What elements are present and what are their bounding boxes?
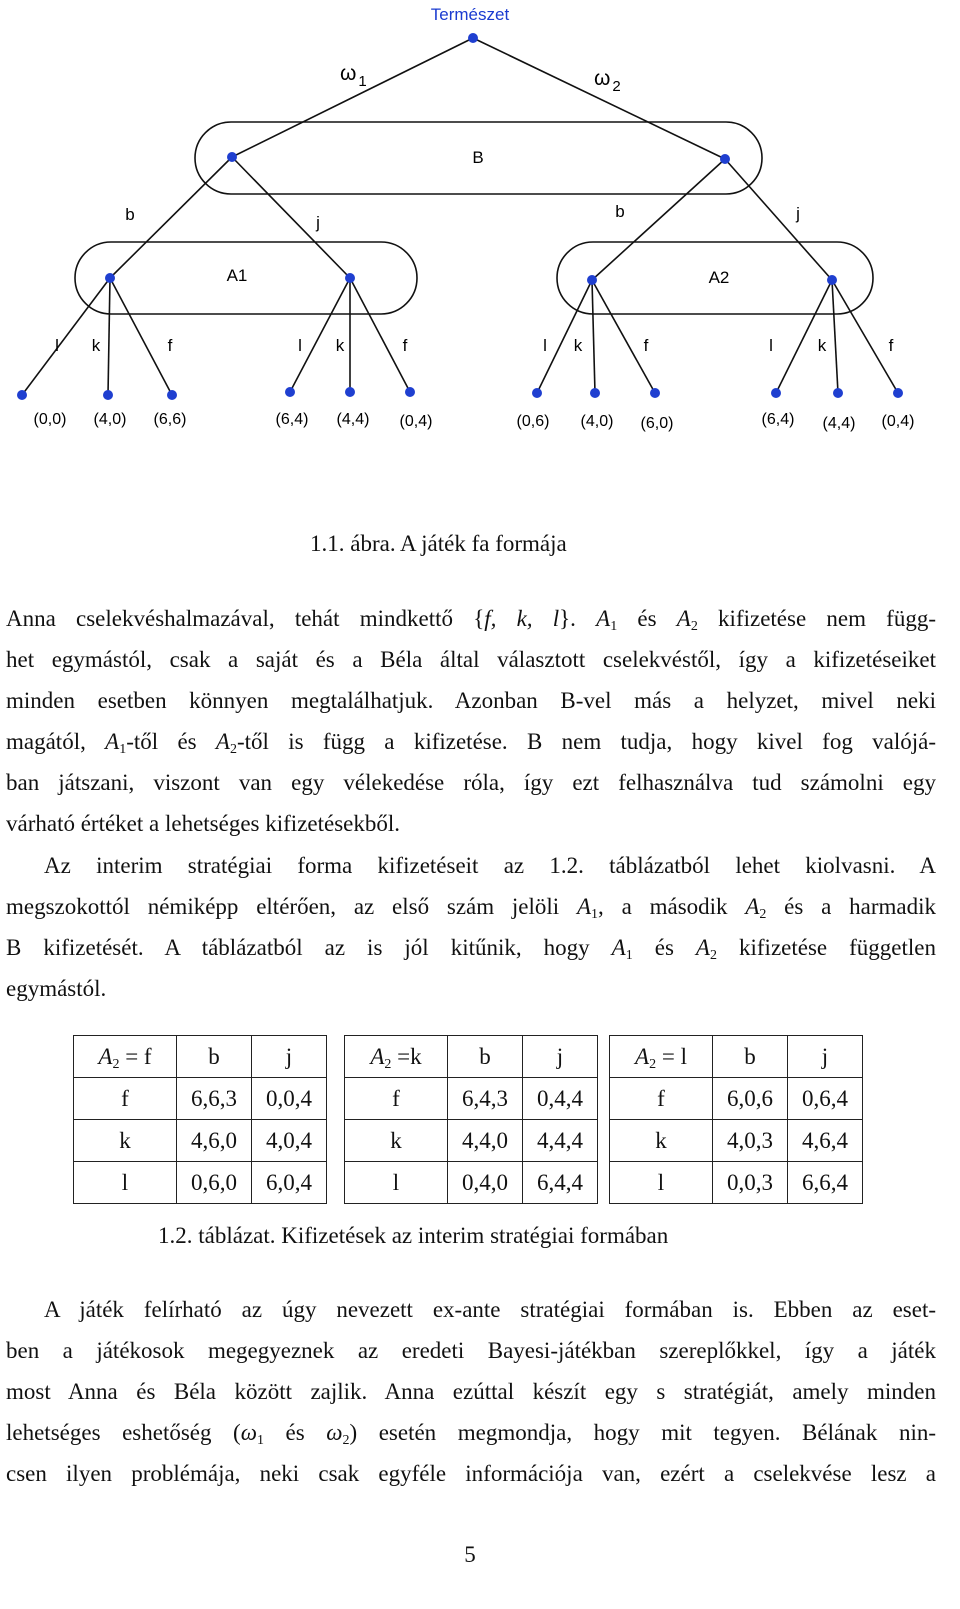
- table-cell: l: [74, 1162, 177, 1204]
- decision-node-a: [827, 275, 837, 285]
- paragraph-line: ban játszani, viszont van egy vélekedése róla, így ezt felhasználva tud számolni egy: [6, 770, 936, 795]
- action-label-a: l: [55, 336, 59, 355]
- table-row: [610, 1120, 863, 1162]
- payoff-label: (0,4): [881, 413, 915, 430]
- table-cell: 6,0,6: [713, 1078, 788, 1120]
- payoff-label: (4,4): [822, 415, 856, 432]
- info-set-label-a2: A2: [708, 268, 730, 287]
- action-label-b: b: [615, 202, 625, 221]
- paragraph-1: [6, 598, 936, 844]
- table-header-cell: j: [788, 1036, 863, 1078]
- decision-node-b: [720, 154, 730, 164]
- action-label-b: j: [796, 204, 800, 223]
- payoff-label: (6,4): [275, 411, 309, 428]
- payoff-table-a2-f: [73, 1035, 327, 1204]
- table-header-cell: b: [713, 1036, 788, 1078]
- page-number: 5: [464, 1542, 476, 1567]
- table-row: [74, 1120, 327, 1162]
- payoff-label: (0,6): [516, 413, 550, 430]
- terminal-node: [345, 387, 355, 397]
- terminal-node: [405, 387, 415, 397]
- table-cell: 0,6,0: [177, 1162, 252, 1204]
- action-label-a: k: [817, 336, 827, 355]
- table-caption: 1.2. táblázat. Kifizetések az interim stratégiai formában: [158, 1223, 669, 1248]
- decision-node-a: [587, 275, 597, 285]
- branch-label-omega2: ω $_2$: [594, 67, 621, 95]
- table-cell: 4,4,0: [448, 1120, 523, 1162]
- paragraph-line: Anna cselekvéshalmazával, tehát mindkettő {f, k, l}. $A_1$ és $A_2$ kifizetése nem függ-: [6, 606, 936, 634]
- action-label-a: l: [543, 336, 547, 355]
- table-cell: 0,4,4: [523, 1078, 598, 1120]
- table-cell: l: [345, 1162, 448, 1204]
- payoff-labels: [34, 411, 915, 432]
- table-header-cell: j: [252, 1036, 327, 1078]
- action-label-a: k: [335, 336, 345, 355]
- table-cell: f: [74, 1078, 177, 1120]
- figure-caption: 1.1. ábra. A játék fa formája: [310, 531, 567, 556]
- payoff-label: (6,6): [153, 411, 187, 428]
- terminal-node: [771, 388, 781, 398]
- tree-edge: [473, 38, 725, 159]
- table-row: [610, 1078, 863, 1120]
- action-label-a: l: [298, 336, 302, 355]
- paragraph-line: megszokottól némiképp eltérően, az első szám jelöli $A_1$, a második $A_2$ és a harmadik: [6, 894, 936, 922]
- tree-edge: [592, 159, 725, 280]
- info-set-label-b: B: [472, 148, 484, 167]
- table-cell: 6,4,3: [448, 1078, 523, 1120]
- payoff-label: (4,4): [336, 411, 370, 428]
- table-cell: 6,6,4: [788, 1162, 863, 1204]
- terminal-node: [590, 388, 600, 398]
- table-header-cell: $A_2 =k$: [345, 1036, 448, 1078]
- table-cell: f: [345, 1078, 448, 1120]
- terminal-node: [532, 388, 542, 398]
- table-cell: l: [610, 1162, 713, 1204]
- action-label-b: b: [125, 205, 135, 224]
- tree-labels: [227, 5, 730, 287]
- table-cell: 4,4,4: [523, 1120, 598, 1162]
- table-cell: 6,4,4: [523, 1162, 598, 1204]
- tree-edge: [110, 278, 172, 395]
- table-cell: 4,6,0: [177, 1120, 252, 1162]
- paragraph-line: Az interim stratégiai forma kifizetéseit az 1.2. táblázatból lehet kiolvasni. A: [44, 853, 936, 878]
- table-row: [345, 1120, 598, 1162]
- tree-edge: [350, 278, 410, 392]
- table-cell: f: [610, 1078, 713, 1120]
- table-header-cell: b: [448, 1036, 523, 1078]
- paragraph-line: ben a játékosok megegyeznek az eredeti Bayesi-játékban szereplőkkel, így a játék: [6, 1338, 936, 1363]
- table-cell: 0,0,4: [252, 1078, 327, 1120]
- table-cell: 0,6,4: [788, 1078, 863, 1120]
- action-label-a: f: [167, 336, 173, 355]
- paragraph-line: het egymástól, csak a saját és a Béla által választott cselekvéstől, így a kifizetéseiket: [6, 647, 936, 672]
- table-header-row: [345, 1036, 598, 1078]
- action-label-a: l: [769, 336, 773, 355]
- table-cell: 6,6,3: [177, 1078, 252, 1120]
- info-set-label-a1: A1: [226, 266, 248, 285]
- action-label-a: k: [573, 336, 583, 355]
- branch-label-omega1: ω $_1$: [340, 62, 367, 90]
- paragraph-line: várható értéket a lehetséges kifizetésekből.: [6, 811, 401, 836]
- payoff-table-a2-k: [344, 1035, 598, 1204]
- table-row: [74, 1162, 327, 1204]
- table-cell: 6,0,4: [252, 1162, 327, 1204]
- tree-edge: [290, 278, 350, 392]
- table-cell: k: [74, 1120, 177, 1162]
- paragraph-line: B kifizetését. A táblázatból az is jól kitűnik, hogy $A_1$ és $A_2$ kifizetése független: [6, 935, 936, 963]
- table-row: [345, 1162, 598, 1204]
- table-header-row: [610, 1036, 863, 1078]
- table-cell: 0,4,0: [448, 1162, 523, 1204]
- paragraph-3: [6, 1289, 936, 1494]
- payoff-label: (4,0): [93, 411, 127, 428]
- tree-edge: [232, 157, 350, 278]
- terminal-node: [893, 388, 903, 398]
- action-labels: [55, 202, 894, 355]
- table-cell: k: [345, 1120, 448, 1162]
- table-header-cell: $A_2 = f$: [74, 1036, 177, 1078]
- terminal-node: [17, 390, 27, 400]
- decision-node-a: [105, 273, 115, 283]
- action-label-a: f: [402, 336, 408, 355]
- action-label-a: k: [91, 336, 101, 355]
- payoff-label: (0,0): [33, 411, 67, 428]
- paragraph-line: csen ilyen problémája, neki csak egyféle információja van, ezért a cselekvése lesz a: [6, 1461, 936, 1486]
- table-row: [345, 1078, 598, 1120]
- tree-edge: [592, 280, 595, 393]
- paragraph-line: A játék felírható az úgy nevezett ex-ante stratégiai formában is. Ebben az eset-: [44, 1297, 936, 1322]
- decision-node-b: [227, 152, 237, 162]
- paragraph-line: lehetséges eshetőség ($\omega_1$ és $\omega_2$) esetén megmondja, hogy mit tegyen. Bélának nin-: [6, 1420, 936, 1448]
- paragraph-line: magától, $A_1$-től és $A_2$-től is függ a kifizetése. B nem tudja, hogy kivel fog valójá-: [6, 729, 936, 757]
- root-label: Természet: [430, 5, 510, 24]
- table-cell: 4,0,3: [713, 1120, 788, 1162]
- action-label-a: f: [643, 336, 649, 355]
- action-label-a: f: [888, 336, 894, 355]
- tree-edge: [232, 38, 473, 157]
- terminal-node: [285, 387, 295, 397]
- table-header-cell: b: [177, 1036, 252, 1078]
- terminal-node: [833, 388, 843, 398]
- table-cell: 0,0,3: [713, 1162, 788, 1204]
- tree-edge: [725, 159, 832, 280]
- paragraph-2: [6, 845, 936, 1009]
- payoff-label: (0,4): [399, 413, 433, 430]
- table-cell: k: [610, 1120, 713, 1162]
- tree-edge: [108, 278, 110, 395]
- decision-node-a: [345, 273, 355, 283]
- terminal-node: [103, 390, 113, 400]
- table-row: [610, 1162, 863, 1204]
- payoff-table-a2-l: [609, 1035, 863, 1204]
- terminal-node: [167, 390, 177, 400]
- payoff-label: (6,0): [640, 415, 674, 432]
- paragraph-line: most Anna és Béla között zajlik. Anna ezúttal készít egy s stratégiát, amely minden: [6, 1379, 936, 1404]
- table-header-cell: j: [523, 1036, 598, 1078]
- payoff-label: (6,4): [761, 411, 795, 428]
- tree-edge: [832, 280, 838, 393]
- table-row: [74, 1078, 327, 1120]
- table-header-row: [74, 1036, 327, 1078]
- paragraph-line: minden esetben könnyen megtalálhatjuk. Azonban B-vel más a helyzet, mivel neki: [6, 688, 936, 713]
- paragraph-line: egymástól.: [6, 976, 107, 1001]
- table-header-cell: $A_2 = l$: [610, 1036, 713, 1078]
- action-label-b: j: [316, 213, 320, 232]
- table-cell: 4,6,4: [788, 1120, 863, 1162]
- game-tree-figure: [0, 0, 960, 450]
- tree-edges: [22, 38, 898, 395]
- payoff-label: (4,0): [580, 413, 614, 430]
- terminal-node: [650, 388, 660, 398]
- table-cell: 4,0,4: [252, 1120, 327, 1162]
- root-node: [468, 33, 478, 43]
